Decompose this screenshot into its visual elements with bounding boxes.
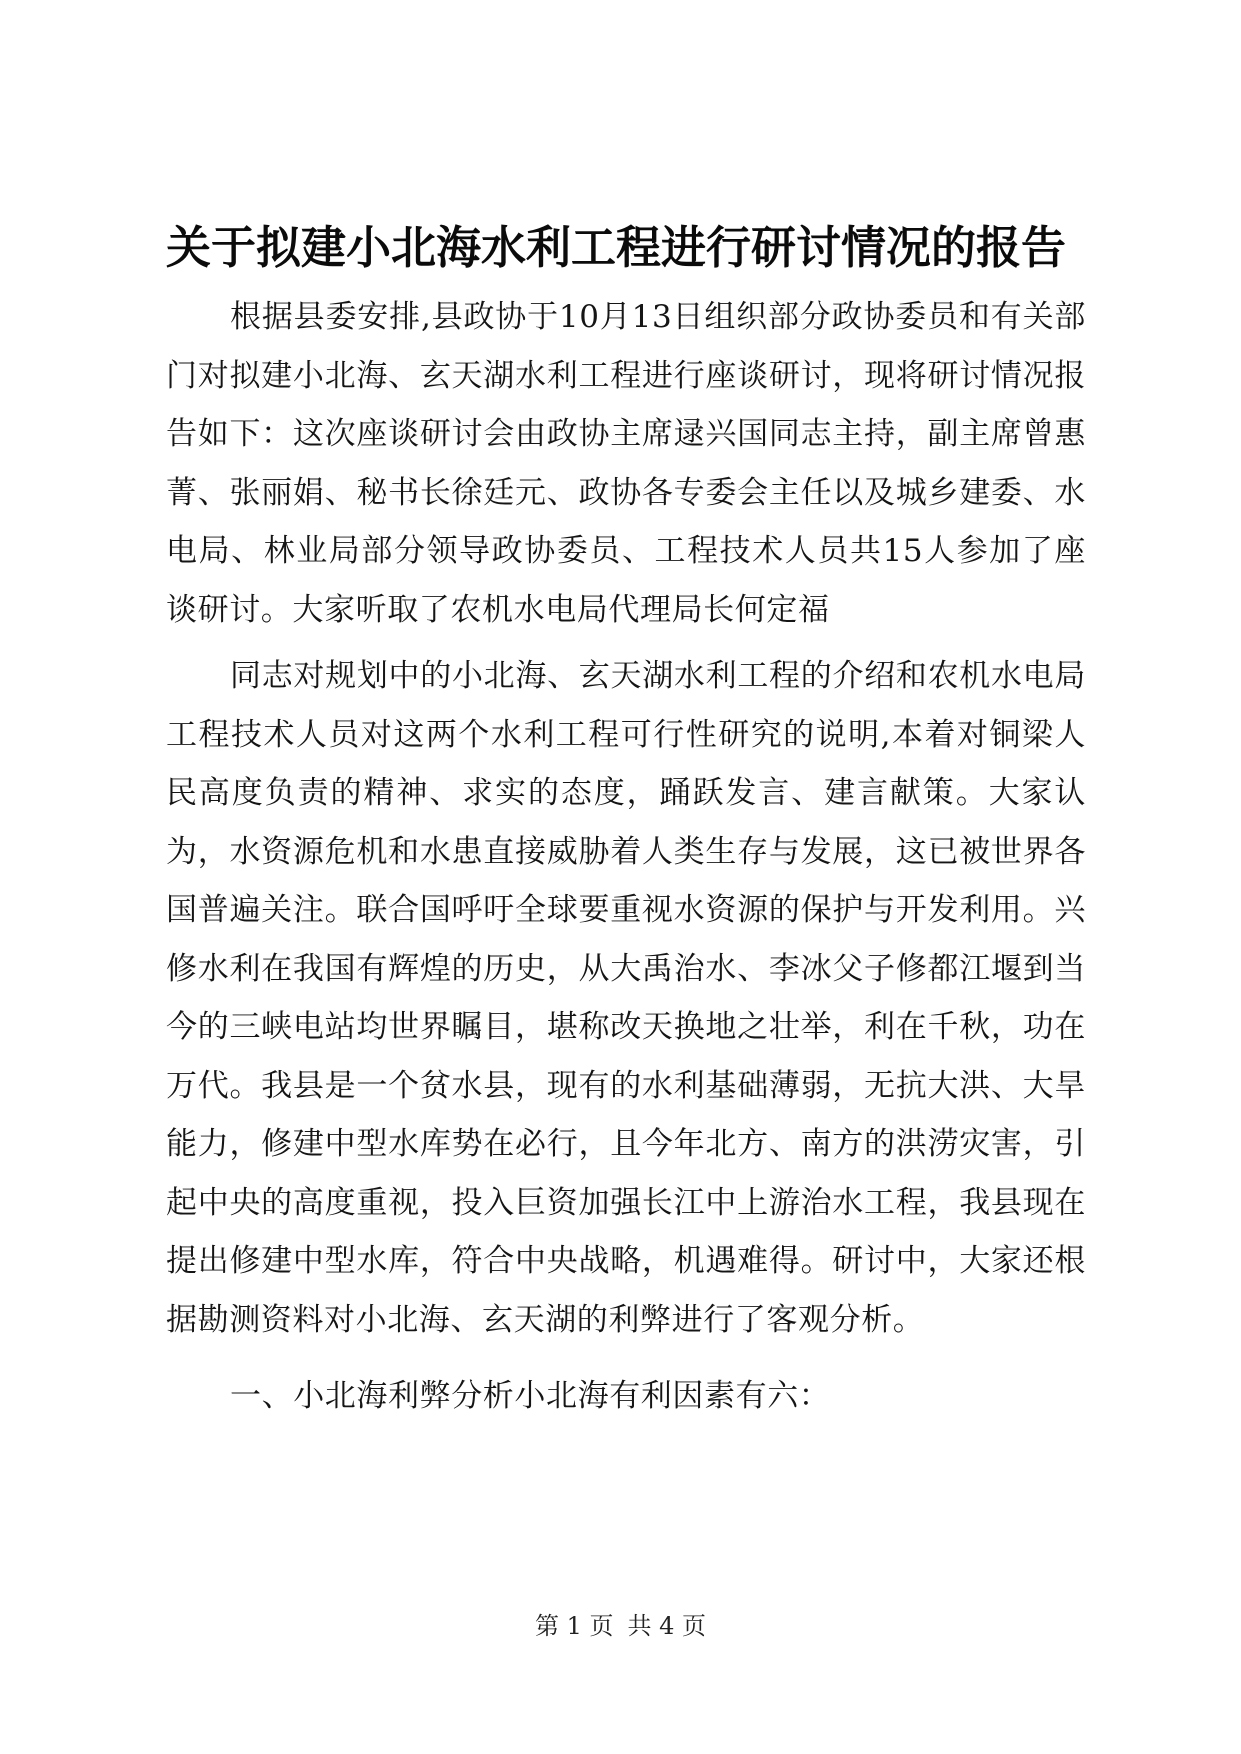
document-body [166,288,1086,1426]
page-total: 共 4 页 [627,1612,707,1640]
paragraph-section-heading: 一、小北海利弊分析小北海有利因素有六： [230,1378,831,1414]
page-footer [0,1611,1241,1641]
paragraph-intro: 根据县委安排,县政协于10月13日组织部分政协委员和有关部门对拟建小北海、玄天湖水利工程进行座谈研讨，现将研讨情况报告如下：这次座谈研讨会由政协主席逯兴国同志主持，副主席曾惠菁、张丽娟、秘书长徐廷元、政协各专委会主任以及城乡建委、水电局、林业局部分领导政协委员、工程技术人员共15人参加了座谈研讨。大家听取了农机水电局代理局长何定福 [166,299,1086,628]
paragraph-discussion: 同志对规划中的小北海、玄天湖水利工程的介绍和农机水电局工程技术人员对这两个水利工程可行性研究的说明,本着对铜梁人民高度负责的精神、求实的态度，踊跃发言、建言献策。大家认为，水资源危机和水患直接威胁着人类生存与发展，这已被世界各国普遍关注。联合国呼吁全球要重视水资源的保护与开发利用。兴修水利在我国有辉煌的历史，从大禹治水、李冰父子修都江堰到当今的三峡电站均世界瞩目，堪称改天换地之壮举，利在千秋，功在万代。我县是一个贫水县，现有的水利基础薄弱，无抗大洪、大旱能力，修建中型水库势在必行，且今年北方、南方的洪涝灾害，引起中央的高度重视，投入巨资加强长江中上游治水工程，我县现在提出修建中型水库，符合中央战略，机遇难得。研讨中，大家还根据勘测资料对小北海、玄天湖的利弊进行了客观分析。 [166,658,1086,1338]
document-title: 关于拟建小北海水利工程进行研讨情况的报告 [166,221,1067,274]
page-number: 第 1 页 [534,1612,614,1640]
